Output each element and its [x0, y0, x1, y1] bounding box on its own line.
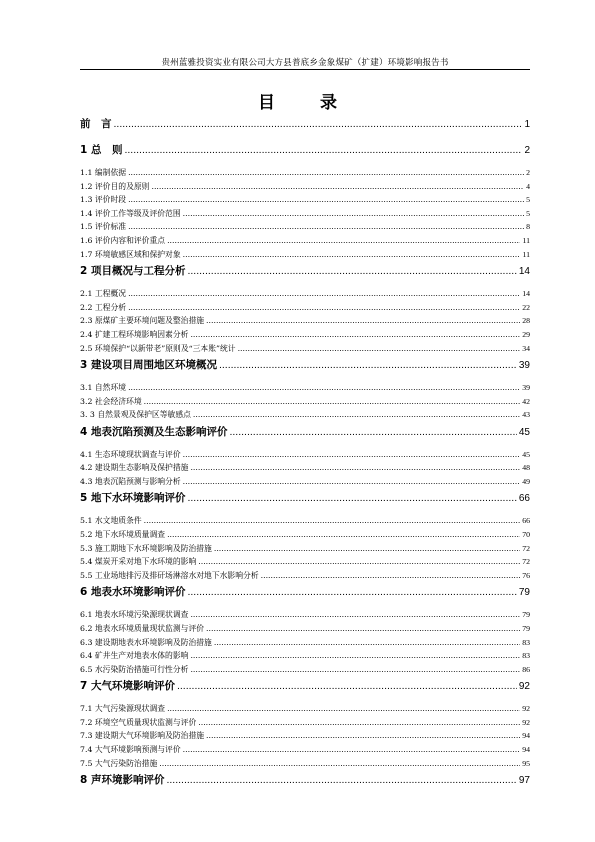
toc-entry-page: 14 — [522, 289, 530, 299]
toc-leader-dots — [238, 344, 521, 353]
toc-leader-dots — [183, 745, 521, 754]
toc-section-entry[interactable] — [80, 194, 530, 205]
toc-section-entry[interactable] — [80, 181, 530, 192]
toc-section-entry[interactable] — [80, 302, 530, 313]
toc-leader-dots — [151, 182, 524, 191]
toc-section-entry[interactable] — [80, 449, 530, 460]
toc-entry-label: 6.5 水污染防治措施可行性分析 — [80, 664, 189, 674]
toc-entry-page: 94 — [522, 731, 530, 741]
toc-section-entry[interactable] — [80, 623, 530, 634]
toc-entry-label: 7.1 大气污染源现状调查 — [80, 704, 166, 714]
toc-entry-page: 5 — [526, 208, 530, 218]
toc-leader-dots — [206, 316, 520, 325]
toc-leader-dots — [124, 144, 522, 156]
toc-section-entry[interactable] — [80, 758, 530, 769]
toc-entry-label: 2.4 扩建工程环境影响因素分析 — [80, 329, 189, 339]
toc-section-entry[interactable] — [80, 609, 530, 620]
toc-section-entry[interactable] — [80, 208, 530, 219]
toc-leader-dots — [183, 250, 521, 259]
toc-entry-label: 4.3 地表沉陷预测与影响分析 — [80, 476, 181, 486]
toc-leader-dots — [128, 195, 524, 204]
toc-entry-page: 11 — [522, 249, 530, 259]
toc-section-entry[interactable] — [80, 167, 530, 178]
toc-leader-dots — [198, 718, 520, 727]
toc-entry-page: 34 — [522, 343, 530, 353]
toc-entry-label: 6.3 建设期地表水环境影响及防治措施 — [80, 637, 212, 647]
toc-entry-page: 83 — [522, 651, 530, 661]
toc-entry-page: 22 — [522, 302, 530, 312]
toc-leader-dots — [159, 759, 520, 768]
toc-entry-page: 49 — [522, 476, 530, 486]
toc-entry-page: 66 — [518, 493, 530, 505]
toc-entry-label: 5 地下水环境影响评价 — [80, 492, 186, 505]
toc-chapter-entry[interactable] — [80, 584, 530, 599]
toc-section-entry[interactable] — [80, 249, 530, 260]
toc-entry-page: 72 — [522, 543, 530, 553]
toc-section-entry[interactable] — [80, 744, 530, 755]
toc-entry-label: 前 言 — [80, 118, 112, 130]
toc-section-entry[interactable] — [80, 288, 530, 299]
toc-entry-page: 43 — [522, 410, 530, 420]
toc-entry-label: 6.2 地表水环境质量现状监测与评价 — [80, 623, 205, 633]
toc-leader-dots — [183, 209, 524, 218]
toc-leader-dots — [183, 477, 521, 486]
toc-leader-dots — [261, 571, 521, 580]
toc-entry-page: 28 — [522, 316, 530, 326]
toc-section-entry[interactable] — [80, 717, 530, 728]
toc-entry-label: 1 总 则 — [80, 144, 123, 156]
toc-leader-dots — [190, 651, 520, 660]
toc-entry-label: 3 建设项目周围地区环境概况 — [80, 359, 217, 371]
toc-entry-page: 39 — [522, 383, 530, 392]
toc-leader-dots — [167, 236, 520, 245]
toc-leader-dots — [214, 544, 520, 553]
toc-leader-dots — [167, 704, 520, 713]
toc-entry-label: 1.3 评价时段 — [80, 195, 127, 205]
toc-section-entry[interactable] — [80, 637, 530, 648]
toc-entry-label: 2.2 工程分析 — [80, 302, 127, 312]
toc-leader-dots — [190, 330, 520, 339]
toc-entry-page: 11 — [522, 236, 530, 245]
toc-leader-dots — [128, 222, 524, 231]
toc-chapter-entry[interactable] — [80, 424, 530, 439]
toc-entry-page: 42 — [522, 396, 530, 406]
toc-chapter-entry[interactable] — [80, 142, 530, 157]
toc-entry-label: 8 声环境影响评价 — [80, 774, 165, 787]
toc-entry-label: 5.5 工业场地排污及排矸场淋溶水对地下水影响分析 — [80, 570, 259, 580]
toc-entry-label: 3.2 社会经济环境 — [80, 396, 142, 406]
toc-entry-label: 1.1 编制依据 — [80, 168, 127, 177]
toc-entry-label: 7.4 大气环境影响预测与评价 — [80, 745, 181, 754]
toc-section-entry[interactable] — [80, 730, 530, 741]
toc-section-entry[interactable] — [80, 556, 530, 567]
toc-section-entry[interactable] — [80, 515, 530, 526]
toc-entry-page: 83 — [522, 637, 530, 647]
toc-leader-dots — [214, 638, 520, 647]
toc-entry-page: 72 — [522, 557, 530, 567]
toc-entry-label: 3.1 自然环境 — [80, 383, 127, 392]
toc-entry-page: 8 — [526, 222, 530, 232]
toc-leader-dots — [190, 665, 520, 674]
toc-entry-page: 79 — [518, 587, 530, 599]
toc-section-entry[interactable] — [80, 396, 530, 407]
toc-entry-page: 76 — [522, 570, 530, 580]
toc-leader-dots — [198, 557, 520, 566]
toc-chapter-entry[interactable] — [80, 116, 530, 131]
toc-leader-dots — [166, 774, 516, 786]
toc-entry-label: 1.7 环境敏感区域和保护对象 — [80, 249, 181, 259]
toc-chapter-entry[interactable] — [80, 678, 530, 693]
toc-entry-page: 45 — [518, 426, 530, 438]
toc-leader-dots — [144, 516, 521, 525]
toc-entry-label: 2.1 工程概况 — [80, 289, 127, 299]
toc-leader-dots — [229, 426, 516, 438]
toc-entry-label: 5.3 施工期地下水环境影响及防治措施 — [80, 543, 212, 553]
toc-entry-page: 70 — [522, 530, 530, 539]
toc-section-entry[interactable] — [80, 221, 530, 232]
toc-entry-label: 5.1 水文地质条件 — [80, 516, 142, 526]
toc-entry-label: 5.4 煤炭开采对地下水环境的影响 — [80, 557, 197, 567]
toc-leader-dots — [183, 450, 521, 459]
toc-leader-dots — [187, 492, 516, 504]
toc-leader-dots — [206, 731, 520, 740]
toc-entry-page: 2 — [526, 168, 530, 177]
toc-section-entry[interactable] — [80, 343, 530, 354]
toc-entry-label: 6 地表水环境影响评价 — [80, 586, 186, 599]
toc-entry-label: 4.2 建设期生态影响及保护措施 — [80, 463, 189, 473]
toc-entry-page: 14 — [518, 266, 530, 278]
toc-leader-dots — [190, 610, 520, 619]
toc-section-entry[interactable] — [80, 476, 530, 487]
toc-section-entry[interactable] — [80, 703, 530, 714]
toc-leader-dots — [128, 303, 520, 312]
toc-entry-label: 1.5 评价标准 — [80, 222, 127, 232]
toc-entry-page: 86 — [522, 664, 530, 674]
toc-entry-label: 3. 3 自然景观及保护区等敏感点 — [80, 410, 191, 420]
toc-chapter-entry[interactable] — [80, 263, 530, 278]
toc-section-entry[interactable] — [80, 382, 530, 393]
toc-entry-label: 2 项目概况与工程分析 — [80, 265, 186, 278]
toc-leader-dots — [128, 168, 524, 177]
toc-entry-label: 7.3 建设期大气环境影响及防治措施 — [80, 731, 205, 741]
toc-leader-dots — [187, 586, 516, 598]
toc-leader-dots — [167, 530, 520, 539]
toc-chapter-entry[interactable] — [80, 772, 530, 787]
page-header: 贵州蓝雅投资实业有限公司大方县普底乡金象煤矿（扩建）环境影响报告书 — [161, 58, 449, 68]
toc-section-entry[interactable] — [80, 570, 530, 581]
toc-entry-page: 45 — [522, 449, 530, 459]
toc-section-entry[interactable] — [80, 462, 530, 473]
toc-entry-page: 79 — [522, 623, 530, 633]
toc-section-entry[interactable] — [80, 409, 530, 420]
toc-leader-dots — [114, 118, 523, 130]
toc-leader-dots — [190, 463, 520, 472]
toc-leader-dots — [177, 680, 517, 692]
toc-entry-label: 7 大气环境影响评价 — [80, 680, 175, 693]
toc-leader-dots — [187, 265, 516, 277]
toc-entry-label: 5.2 地下水环境质量调查 — [80, 530, 166, 539]
toc-entry-page: 92 — [522, 704, 530, 714]
toc-leader-dots — [128, 289, 520, 298]
toc-entry-label: 1.2 评价目的及原则 — [80, 181, 150, 191]
toc-entry-page: 94 — [522, 745, 530, 754]
toc-entry-page: 4 — [526, 181, 530, 191]
toc-entry-page: 95 — [522, 758, 530, 768]
toc-entry-page: 66 — [522, 516, 530, 526]
page-title: 目 录 — [258, 93, 351, 113]
toc-leader-dots — [144, 397, 521, 406]
toc-entry-label: 1.4 评价工作等级及评价范围 — [80, 208, 181, 218]
toc-entry-page: 29 — [522, 329, 530, 339]
toc-leader-dots — [193, 410, 520, 419]
toc-entry-label: 4 地表沉陷预测及生态影响评价 — [80, 425, 228, 438]
toc-chapter-entry[interactable] — [80, 357, 530, 372]
toc-section-entry[interactable] — [80, 329, 530, 340]
toc-entry-page: 97 — [518, 775, 530, 787]
toc-entry-page: 92 — [522, 717, 530, 727]
toc-entry-label: 6.1 地表水环境污染源现状调查 — [80, 610, 189, 620]
toc-entry-page: 48 — [522, 463, 530, 473]
toc-section-entry[interactable] — [80, 315, 530, 326]
toc-entry-page: 79 — [522, 610, 530, 620]
toc-entry-label: 6.4 矿井生产对地表水体的影响 — [80, 651, 189, 661]
toc-leader-dots — [219, 359, 517, 371]
toc-chapter-entry[interactable] — [80, 490, 530, 505]
toc-section-entry[interactable] — [80, 650, 530, 661]
toc-entry-page: 39 — [518, 360, 530, 371]
toc-entry-label: 1.6 评价内容和评价重点 — [80, 236, 166, 245]
toc-entry-label: 4.1 生态环境现状调查与评价 — [80, 449, 181, 459]
toc-entry-label: 2.5 环境保护“以新带老”原则及“三本账”统计 — [80, 343, 236, 353]
toc-entry-page: 2 — [524, 145, 530, 156]
toc-entry-label: 7.5 大气污染防治措施 — [80, 758, 158, 768]
toc-entry-page: 1 — [524, 119, 530, 130]
toc-leader-dots — [128, 383, 520, 392]
toc-entry-label: 2.3 原煤矿主要环境问题及整治措施 — [80, 316, 205, 326]
toc-entry-page: 5 — [526, 195, 530, 205]
toc-entry-label: 7.2 环境空气质量现状监测与评价 — [80, 717, 197, 727]
toc-section-entry[interactable] — [80, 664, 530, 675]
toc-entry-page: 92 — [518, 681, 530, 693]
toc-section-entry[interactable] — [80, 529, 530, 540]
toc-section-entry[interactable] — [80, 543, 530, 554]
toc-section-entry[interactable] — [80, 235, 530, 246]
toc-leader-dots — [206, 624, 520, 633]
